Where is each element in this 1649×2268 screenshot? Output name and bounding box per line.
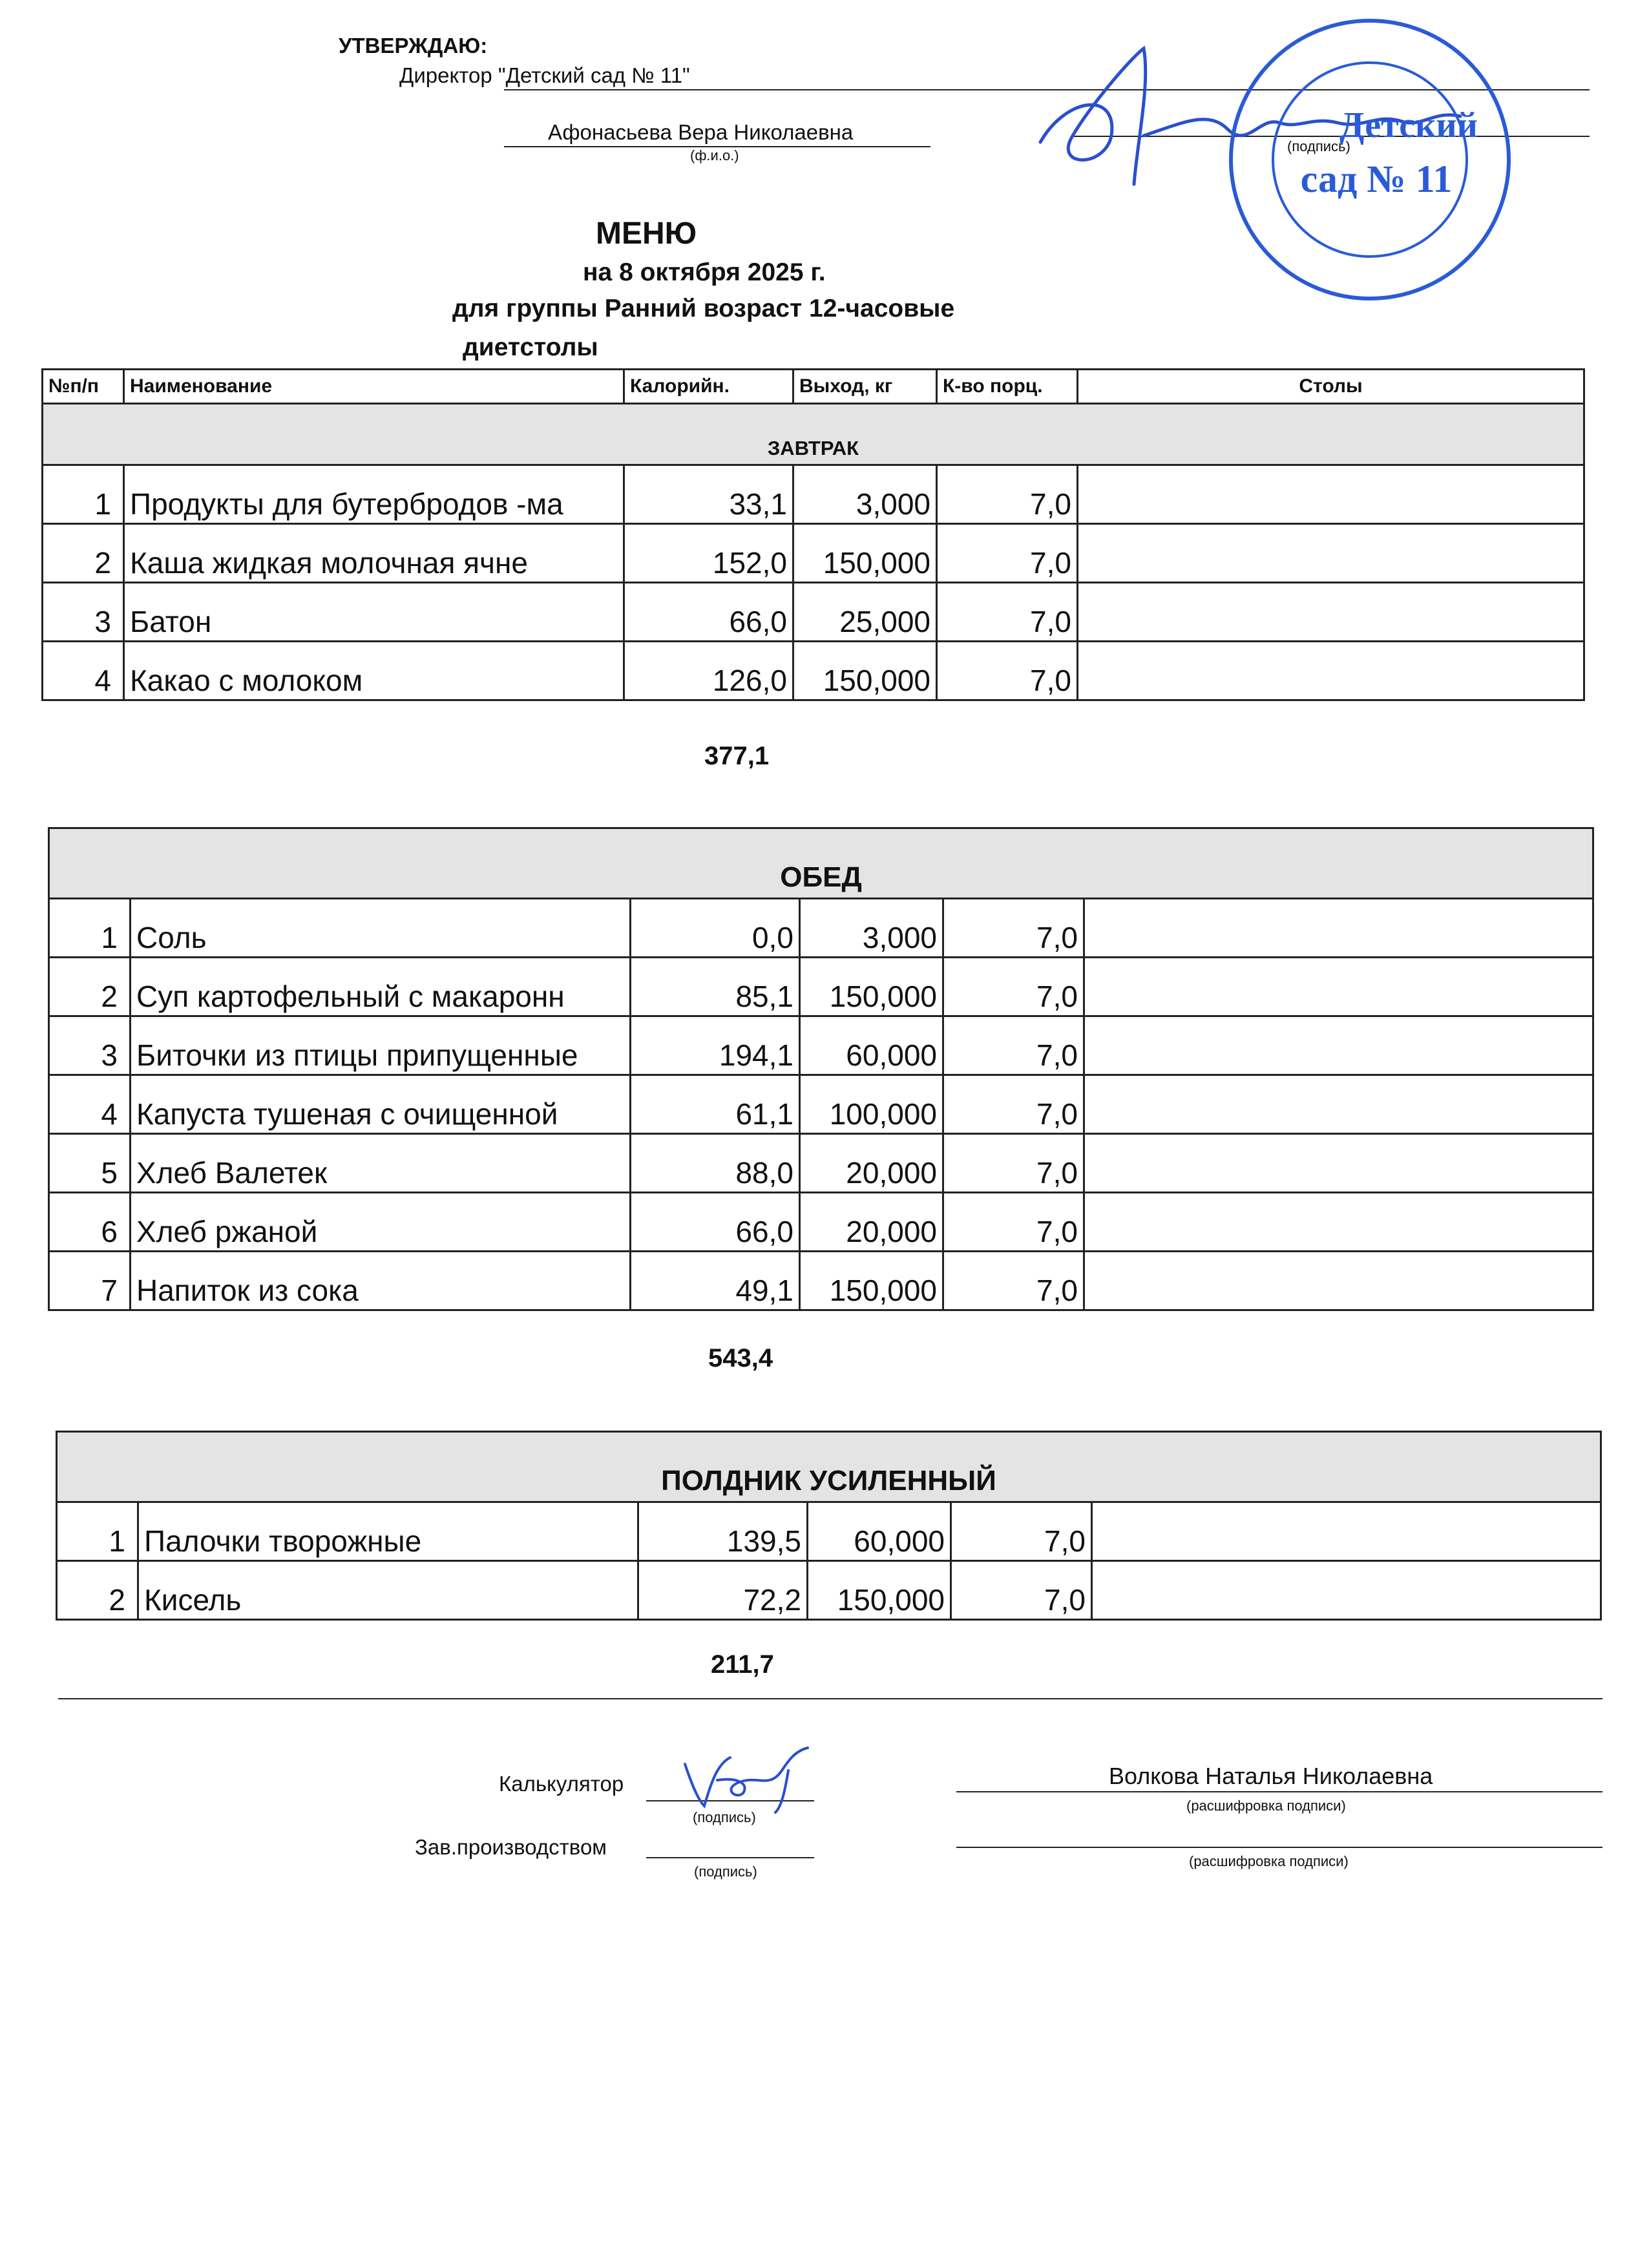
table-row [49,899,1593,958]
tables-value [1092,1502,1601,1561]
lunch-table [48,827,1594,1311]
dish-name: Соль [131,899,631,958]
production-decode-caption: (расшифровка подписи) [1189,1853,1349,1869]
table-row [43,583,1584,642]
row-number: 2 [43,524,124,583]
col-name: Наименование [124,370,624,404]
dish-name: Продукты для бутербродов -ма [124,465,624,524]
production-sign-line [646,1857,814,1858]
tables-value [1084,1075,1593,1134]
dish-name: Батон [124,583,624,642]
calories-value: 88,0 [631,1134,800,1193]
row-number: 3 [49,1016,131,1075]
row-number: 6 [49,1193,131,1252]
portions-value: 7,0 [951,1561,1092,1620]
tables-value [1078,524,1584,583]
table-row [49,1134,1593,1193]
menu-title: МЕНЮ [596,216,697,251]
output-value: 150,000 [793,642,937,700]
production-sign-caption: (подпись) [694,1864,757,1880]
portions-value: 7,0 [943,1134,1084,1193]
tables-value [1078,642,1584,700]
row-number: 1 [43,465,124,524]
menu-group: для группы Ранний возраст 12-часовые [452,295,955,322]
calories-value: 85,1 [631,958,800,1016]
snack-total: 211,7 [711,1650,774,1679]
portions-value: 7,0 [943,958,1084,1016]
calculator-decode-line [956,1791,1602,1792]
portions-value: 7,0 [937,642,1078,700]
output-value: 100,000 [800,1075,943,1134]
portions-value: 7,0 [943,1075,1084,1134]
portions-value: 7,0 [943,899,1084,958]
calories-value: 126,0 [624,642,793,700]
signature-caption: (подпись) [1287,138,1350,154]
portions-value: 7,0 [937,583,1078,642]
svg-text:сад № 11: сад № 11 [1300,158,1453,200]
section-title: ПОЛДНИК УСИЛЕННЫЙ [57,1432,1601,1502]
menu-date: на 8 октября 2025 г. [583,258,826,286]
portions-value: 7,0 [937,524,1078,583]
calories-value: 72,2 [638,1561,808,1620]
output-value: 150,000 [808,1561,951,1620]
calories-value: 33,1 [624,465,793,524]
table-row [49,958,1593,1016]
output-value: 150,000 [800,1252,943,1310]
col-portions: К-во порц. [937,370,1078,404]
breakfast-total: 377,1 [704,742,770,770]
director-line: Директор "Детский сад № 11" [399,63,690,87]
col-tables: Столы [1078,370,1584,404]
dish-name: Капуста тушеная с очищенной [131,1075,631,1134]
tables-value [1078,583,1584,642]
portions-value: 7,0 [951,1502,1092,1561]
row-number: 5 [49,1134,131,1193]
calories-value: 66,0 [624,583,793,642]
dish-name: Кисель [138,1561,638,1620]
tables-value [1078,465,1584,524]
section-title: ОБЕД [49,828,1593,899]
menu-diet: диетстолы [463,333,598,361]
table-row [43,524,1584,583]
calories-value: 49,1 [631,1252,800,1310]
row-number: 7 [49,1252,131,1310]
calories-value: 194,1 [631,1016,800,1075]
dish-name: Суп картофельный с макаронн [131,958,631,1016]
portions-value: 7,0 [943,1016,1084,1075]
organization-stamp [1221,14,1518,305]
col-num: №п/п [43,370,124,404]
tables-value [1092,1561,1601,1620]
portions-value: 7,0 [943,1252,1084,1310]
table-row [57,1502,1601,1561]
lunch-rows [49,899,1593,1310]
table-row [49,1193,1593,1252]
output-value: 60,000 [808,1502,951,1561]
output-value: 20,000 [800,1193,943,1252]
lunch-total: 543,4 [708,1344,773,1372]
dish-name: Хлеб Валетек [131,1134,631,1193]
table-row [49,1252,1593,1310]
row-number: 1 [57,1502,138,1561]
production-head-label: Зав.производством [415,1835,607,1859]
director-name: Афонасьева Вера Николаевна [548,120,854,144]
calories-value: 152,0 [624,524,793,583]
calories-value: 139,5 [638,1502,808,1561]
output-value: 20,000 [800,1134,943,1193]
table-row [49,1016,1593,1075]
col-calories: Калорийн. [624,370,793,404]
output-value: 25,000 [793,583,937,642]
calculator-decode-caption: (расшифровка подписи) [1186,1798,1346,1814]
row-number: 1 [49,899,131,958]
table-row [43,465,1584,524]
dish-name: Напиток из сока [131,1252,631,1310]
dish-name: Каша жидкая молочная ячне [124,524,624,583]
dish-name: Палочки творожные [138,1502,638,1561]
dish-name: Какао с молоком [124,642,624,700]
calculator-sign-caption: (подпись) [693,1809,756,1825]
svg-text:Детский: Детский [1339,105,1478,145]
calories-value: 66,0 [631,1193,800,1252]
fio-caption: (ф.и.о.) [690,147,739,163]
tables-value [1084,958,1593,1016]
approve-title: УТВЕРЖДАЮ: [339,34,488,58]
tables-value [1084,899,1593,958]
table-header [43,370,1584,404]
snack-rows [57,1502,1601,1620]
table-row [43,642,1584,700]
calories-value: 0,0 [631,899,800,958]
portions-value: 7,0 [937,465,1078,524]
row-number: 2 [49,958,131,1016]
calculator-name: Волкова Наталья Николаевна [1109,1763,1433,1789]
output-value: 150,000 [793,524,937,583]
calculator-signature [672,1745,821,1816]
tables-value [1084,1252,1593,1310]
output-value: 150,000 [800,958,943,1016]
calories-value: 61,1 [631,1075,800,1134]
col-output: Выход, кг [793,370,937,404]
section-title: ЗАВТРАК [43,404,1584,465]
dish-name: Хлеб ржаной [131,1193,631,1252]
snack-table [56,1431,1602,1621]
row-number: 4 [43,642,124,700]
table-row [57,1561,1601,1620]
breakfast-rows [43,465,1584,700]
row-number: 2 [57,1561,138,1620]
table-row [49,1075,1593,1134]
calculator-label: Калькулятор [499,1772,624,1796]
output-value: 3,000 [800,899,943,958]
row-number: 3 [43,583,124,642]
footer-divider [58,1698,1602,1699]
output-value: 60,000 [800,1016,943,1075]
dish-name: Биточки из птицы припущенные [131,1016,631,1075]
breakfast-table [41,368,1585,701]
row-number: 4 [49,1075,131,1134]
tables-value [1084,1193,1593,1252]
production-decode-line [956,1847,1602,1848]
output-value: 3,000 [793,465,937,524]
portions-value: 7,0 [943,1193,1084,1252]
tables-value [1084,1134,1593,1193]
tables-value [1084,1016,1593,1075]
